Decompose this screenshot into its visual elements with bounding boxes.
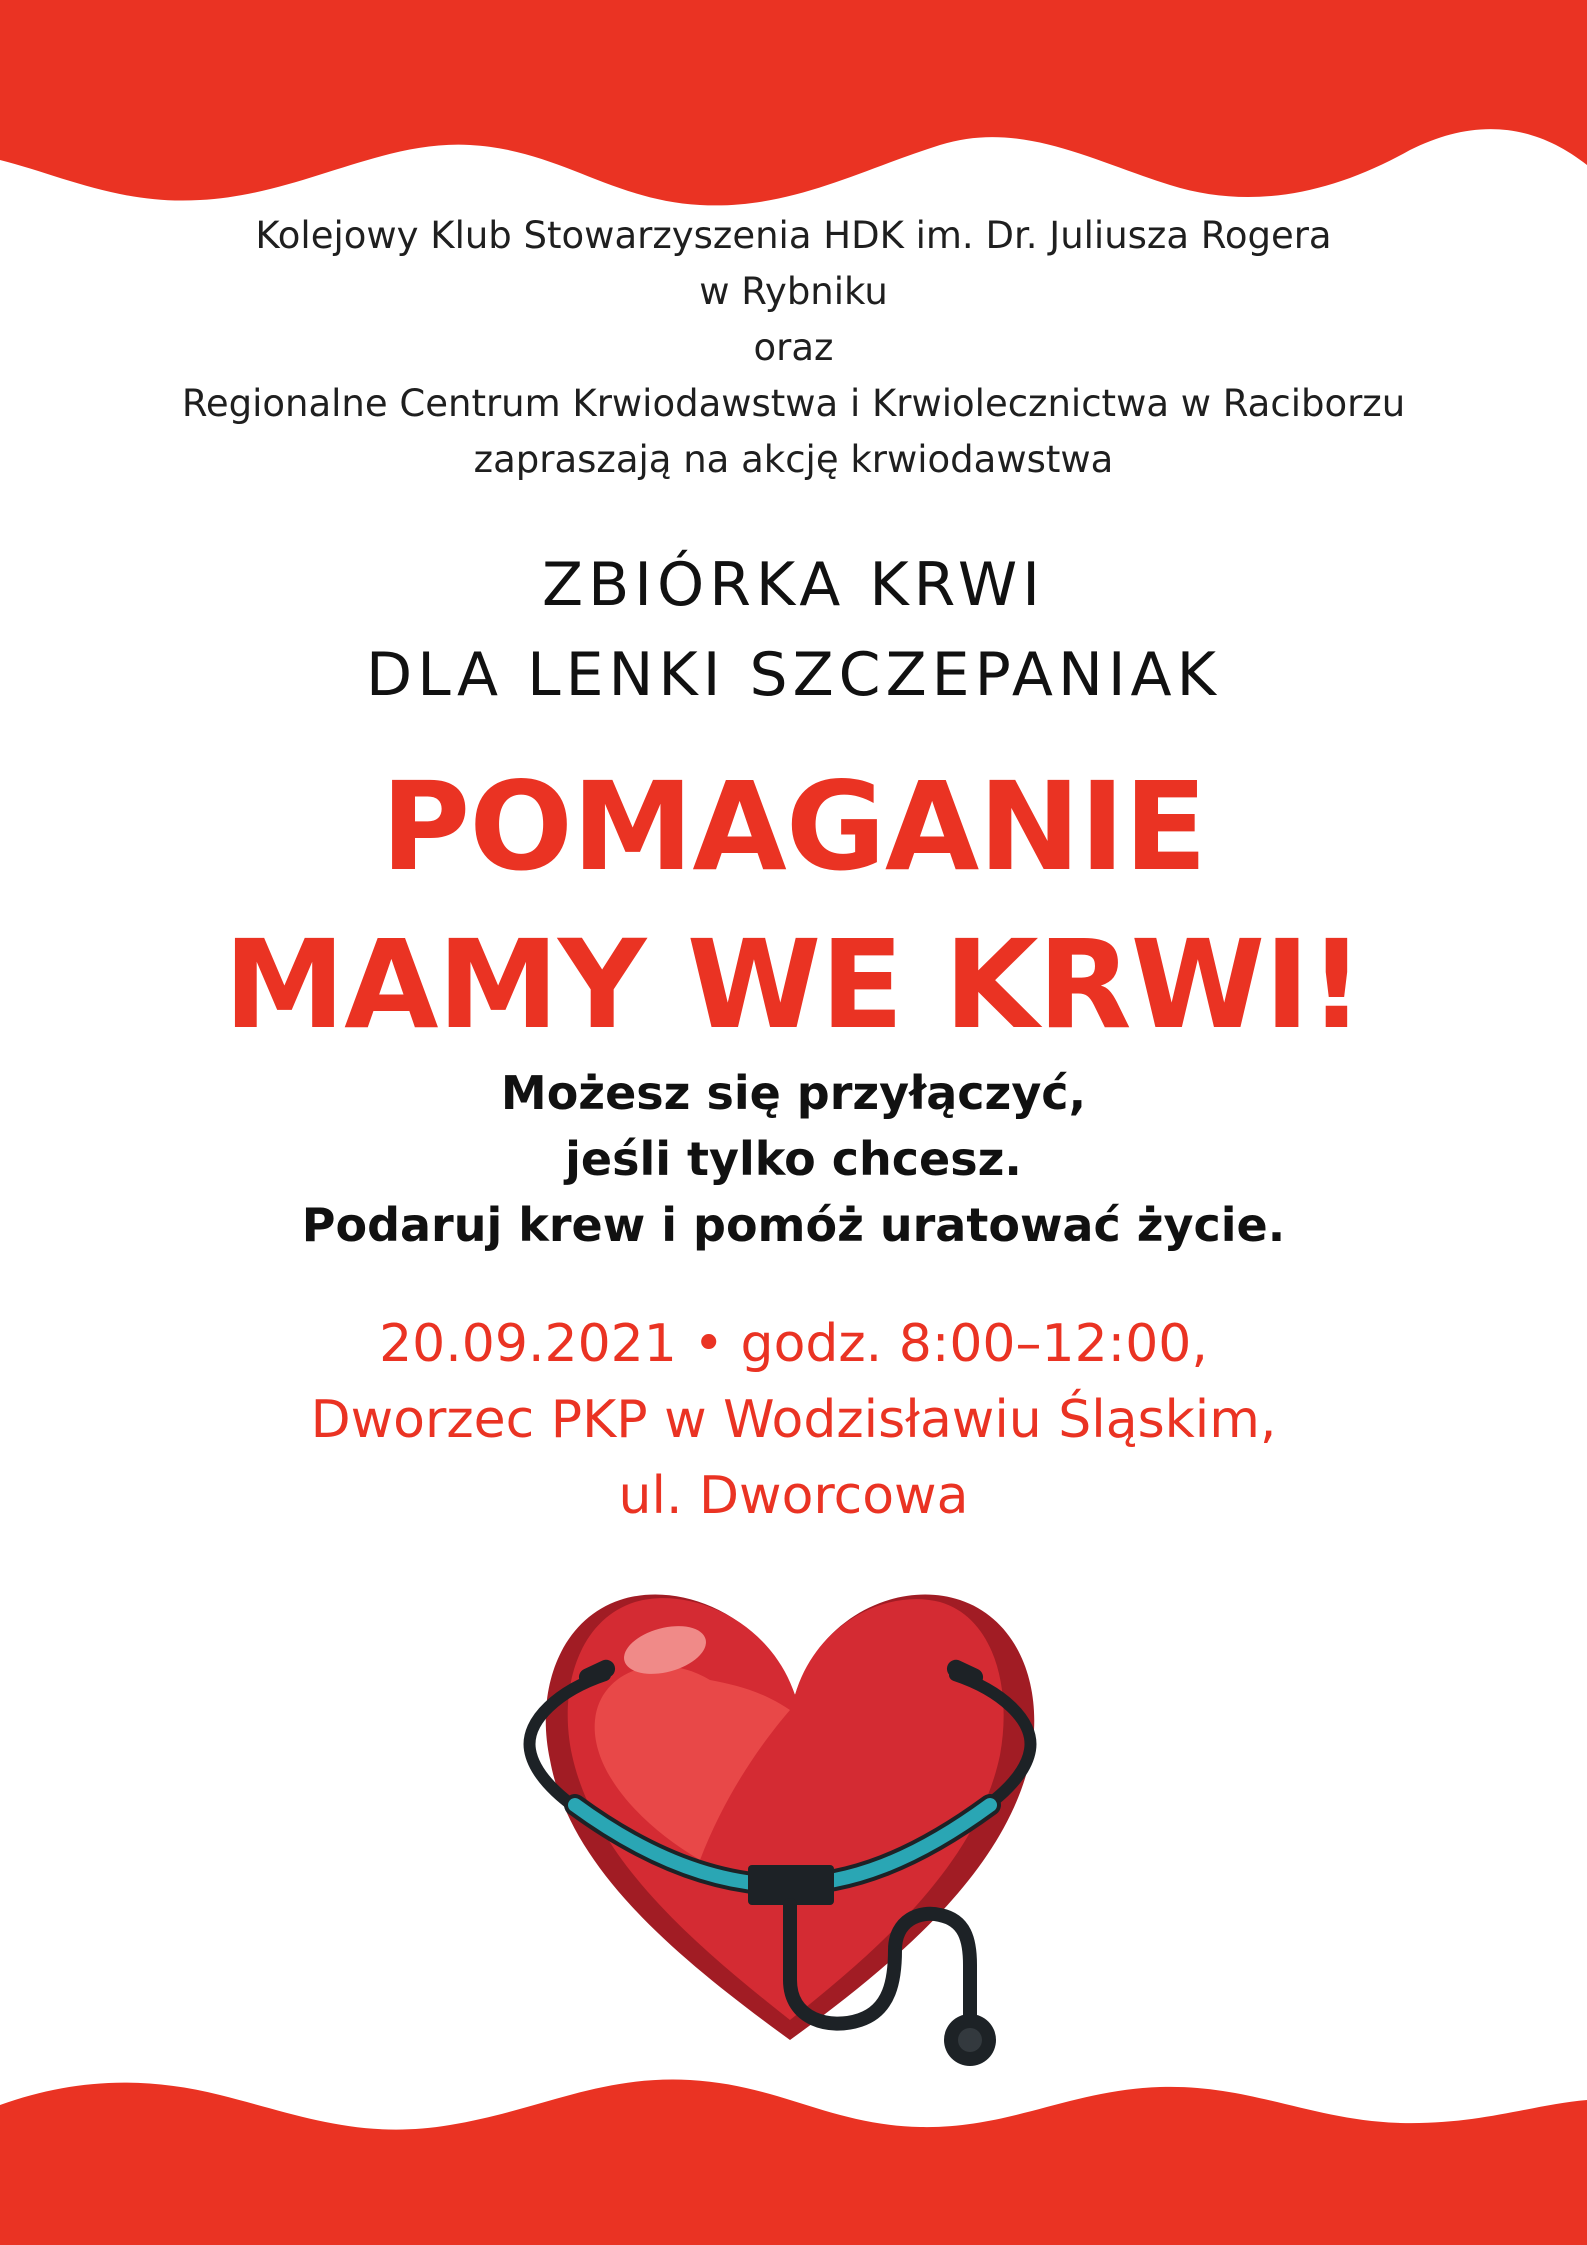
event-date-time: 20.09.2021 • godz. 8:00–12:00,: [379, 1314, 1208, 1374]
intro-line-4: Regionalne Centrum Krwiodawstwa i Krwiolecznictwa w Raciborzu: [181, 382, 1406, 425]
headline: [0, 748, 1587, 1064]
headline-line-2: MAMY WE KRWI!: [223, 914, 1364, 1056]
encourage-line-2: jeśli tylko chcesz.: [565, 1132, 1022, 1186]
top-wave-decoration: [0, 0, 1587, 220]
headline-line-1: POMAGANIE: [380, 756, 1207, 898]
intro-line-5: zapraszają na akcję krwiodawstwa: [473, 438, 1114, 481]
subtitle-line-1: ZBIÓRKA KRWI: [542, 550, 1045, 620]
encouragement-text: [0, 1060, 1587, 1258]
subtitle-line-2: DLA LENKI SZCZEPANIAK: [366, 640, 1221, 710]
heart-with-stethoscope-icon: [500, 1540, 1100, 2100]
intro-line-2: w Rybniku: [699, 270, 888, 313]
intro-line-3: oraz: [753, 326, 834, 369]
encourage-line-3: Podaruj krew i pomóż uratować życie.: [301, 1198, 1286, 1252]
event-street: ul. Dworcowa: [618, 1466, 969, 1526]
intro-line-1: Kolejowy Klub Stowarzyszenia HDK im. Dr. Juliusza Rogera: [255, 214, 1332, 257]
organizers-intro: [0, 208, 1587, 488]
bottom-wave-decoration: [0, 2065, 1587, 2245]
encourage-line-1: Możesz się przyłączyć,: [500, 1066, 1087, 1120]
event-location: Dworzec PKP w Wodzisławiu Śląskim,: [310, 1390, 1277, 1450]
event-details: [0, 1306, 1587, 1534]
subtitle: [0, 540, 1587, 720]
